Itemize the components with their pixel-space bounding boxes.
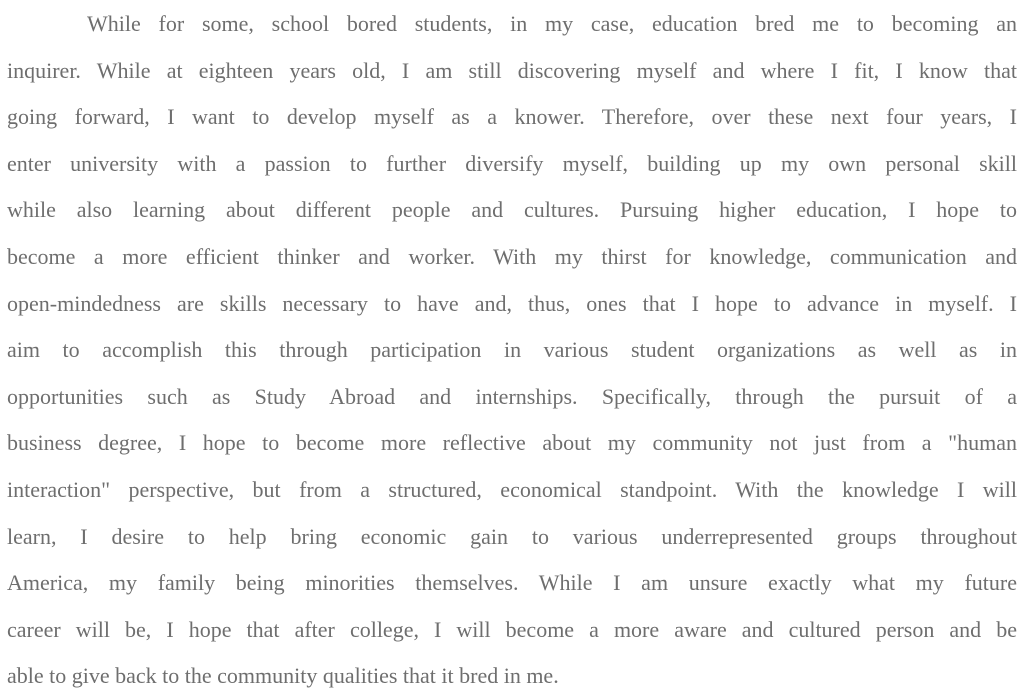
text-line: learn, I desire to help bring economic gain to various underrepresented groups throughout <box>7 523 1017 549</box>
text-line: opportunities such as Study Abroad and internships. Specifically, through the pursuit of a <box>7 383 1017 409</box>
text-line: career will be, I hope that after college, I will become a more aware and cultured person and be <box>7 616 1017 642</box>
text-line: interaction" perspective, but from a structured, economical standpoint. With the knowledge I will <box>7 476 1017 502</box>
text-line: going forward, I want to develop myself as a knower. Therefore, over these next four years, I <box>7 104 1017 130</box>
text-line: become a more efficient thinker and worker. With my thirst for knowledge, communication and <box>7 243 1017 269</box>
text-line: aim to accomplish this through participation in various student organizations as well as in <box>7 337 1017 363</box>
text-line: enter university with a passion to further diversify myself, building up my own personal skill <box>7 150 1017 176</box>
text-line: open-mindedness are skills necessary to have and, thus, ones that I hope to advance in myself. I <box>7 290 1017 316</box>
text-line: While for some, school bored students, in my case, education bred me to becoming an <box>87 11 1017 36</box>
text-line: business degree, I hope to become more reflective about my community not just from a "human <box>7 430 1017 456</box>
text-line: able to give back to the community qualities that it bred in me. <box>7 663 559 689</box>
essay-paragraph <box>7 1 1017 699</box>
text-line: while also learning about different people and cultures. Pursuing higher education, I hope to <box>7 197 1017 223</box>
text-line: America, my family being minorities themselves. While I am unsure exactly what my future <box>7 570 1017 596</box>
text-line: inquirer. While at eighteen years old, I am still discovering myself and where I fit, I know that <box>7 57 1017 83</box>
